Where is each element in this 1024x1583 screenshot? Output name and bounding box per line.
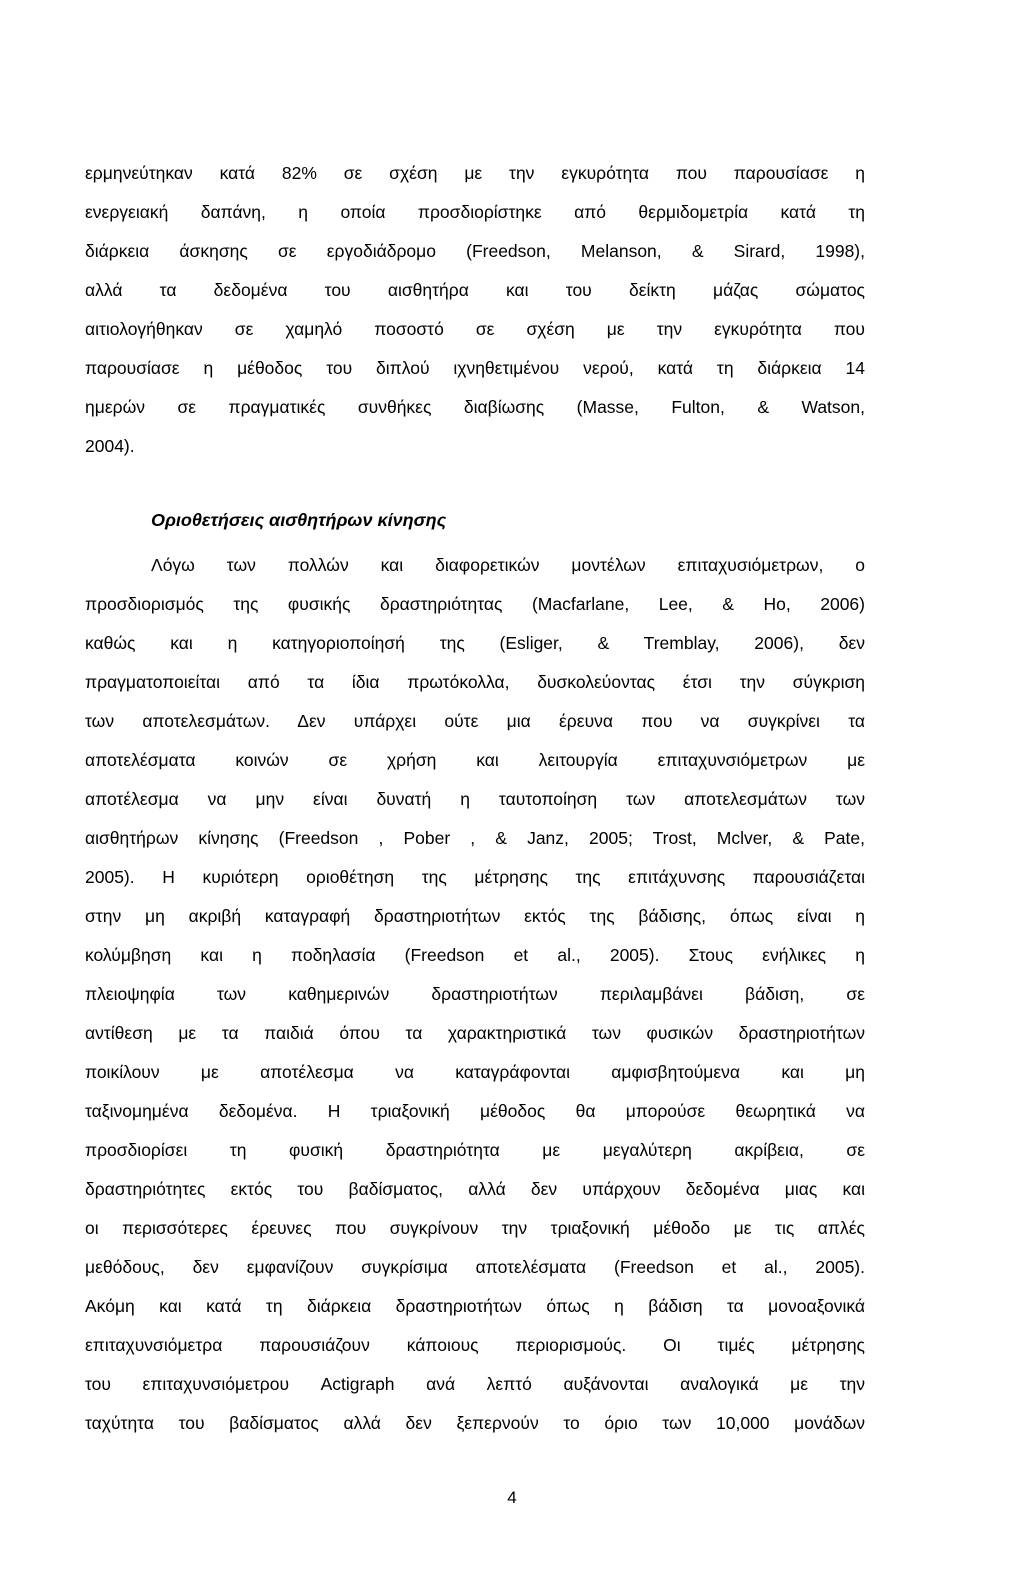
text-line: αποτελέσματα κοινών σε χρήση και λειτουργία επιταχυνσιόμετρων με (85, 750, 865, 770)
text-line: πλειοψηφία των καθημερινών δραστηριοτήτων περιλαμβάνει βάδιση, σε (85, 984, 865, 1004)
text-line: παρουσίασε η μέθοδος του διπλού ιχνηθετιμένου νερού, κατά τη διάρκεια 14 (85, 358, 865, 378)
text-line: Λόγω των πολλών και διαφορετικών μοντέλων επιταχυσιόμετρων, ο (151, 555, 865, 575)
paragraph-continuation (85, 154, 865, 466)
text-line: μεθόδους, δεν εμφανίζουν συγκρίσιμα αποτελέσματα (Freedson et al., 2005). (85, 1257, 865, 1277)
text-line: ταχύτητα του βαδίσματος αλλά δεν ξεπερνούν το όριο των 10,000 μονάδων (85, 1413, 865, 1433)
text-line: επιταχυνσιόμετρα παρουσιάζουν κάποιους περιορισμούς. Οι τιμές μέτρησης (85, 1335, 865, 1355)
text-line: οι περισσότερες έρευνες που συγκρίνουν την τριαξονική μέθοδο με τις απλές (85, 1218, 865, 1238)
text-line: δραστηριότητες εκτός του βαδίσματος, αλλά δεν υπάρχουν δεδομένα μιας και (85, 1179, 865, 1199)
text-line: κολύμβηση και η ποδηλασία (Freedson et al., 2005). Στους ενήλικες η (85, 945, 865, 965)
paragraph-body (85, 546, 865, 1443)
text-line: αλλά τα δεδομένα του αισθητήρα και του δείκτη μάζας σώματος (85, 280, 865, 300)
text-line: ποικίλουν με αποτέλεσμα να καταγράφονται αμφισβητούμενα και μη (85, 1062, 865, 1082)
text-line: ταξινομημένα δεδομένα. Η τριαξονική μέθοδος θα μπορούσε θεωρητικά να (85, 1101, 865, 1121)
text-line: των αποτελεσμάτων. Δεν υπάρχει ούτε μια έρευνα που να συγκρίνει τα (85, 711, 865, 731)
text-line: καθώς και η κατηγοριοποίησή της (Esliger, & Tremblay, 2006), δεν (85, 633, 865, 653)
text-line: Ακόμη και κατά τη διάρκεια δραστηριοτήτων όπως η βάδιση τα μονοαξονικά (85, 1296, 865, 1316)
text-line: διάρκεια άσκησης σε εργοδιάδρομο (Freedson, Melanson, & Sirard, 1998), (85, 241, 865, 261)
text-line: προσδιορισμός της φυσικής δραστηριότητας (Macfarlane, Lee, & Ho, 2006) (85, 594, 865, 614)
section-heading: Οριοθετήσεις αισθητήρων κίνησης (151, 510, 447, 530)
text-line: του επιταχυνσιόμετρου Actigraph ανά λεπτό αυξάνονται αναλογικά με την (85, 1374, 865, 1394)
text-line: αποτέλεσμα να μην είναι δυνατή η ταυτοποίηση των αποτελεσμάτων των (85, 789, 865, 809)
text-line: ενεργειακή δαπάνη, η οποία προσδιορίστηκε από θερμιδομετρία κατά τη (85, 202, 865, 222)
text-line: 2005). Η κυριότερη οριοθέτηση της μέτρησης της επιτάχυνσης παρουσιάζεται (85, 867, 865, 887)
text-line: στην μη ακριβή καταγραφή δραστηριοτήτων εκτός της βάδισης, όπως είναι η (85, 906, 865, 926)
text-line: αιτιολογήθηκαν σε χαμηλό ποσοστό σε σχέση με την εγκυρότητα που (85, 319, 865, 339)
text-line: προσδιορίσει τη φυσική δραστηριότητα με μεγαλύτερη ακρίβεια, σε (85, 1140, 865, 1160)
text-line: 2004). (85, 436, 135, 456)
page-number: 4 (507, 1488, 517, 1507)
text-line: ημερών σε πραγματικές συνθήκες διαβίωσης (Masse, Fulton, & Watson, (85, 397, 865, 417)
text-line: αισθητήρων κίνησης (Freedson , Pober , & Janz, 2005; Trost, Mclver, & Pate, (85, 828, 865, 848)
text-line: αντίθεση με τα παιδιά όπου τα χαρακτηριστικά των φυσικών δραστηριοτήτων (85, 1023, 865, 1043)
text-line: ερμηνεύτηκαν κατά 82% σε σχέση με την εγκυρότητα που παρουσίασε η (85, 163, 865, 183)
text-line: πραγματοποιείται από τα ίδια πρωτόκολλα, δυσκολεύοντας έτσι την σύγκριση (85, 672, 865, 692)
